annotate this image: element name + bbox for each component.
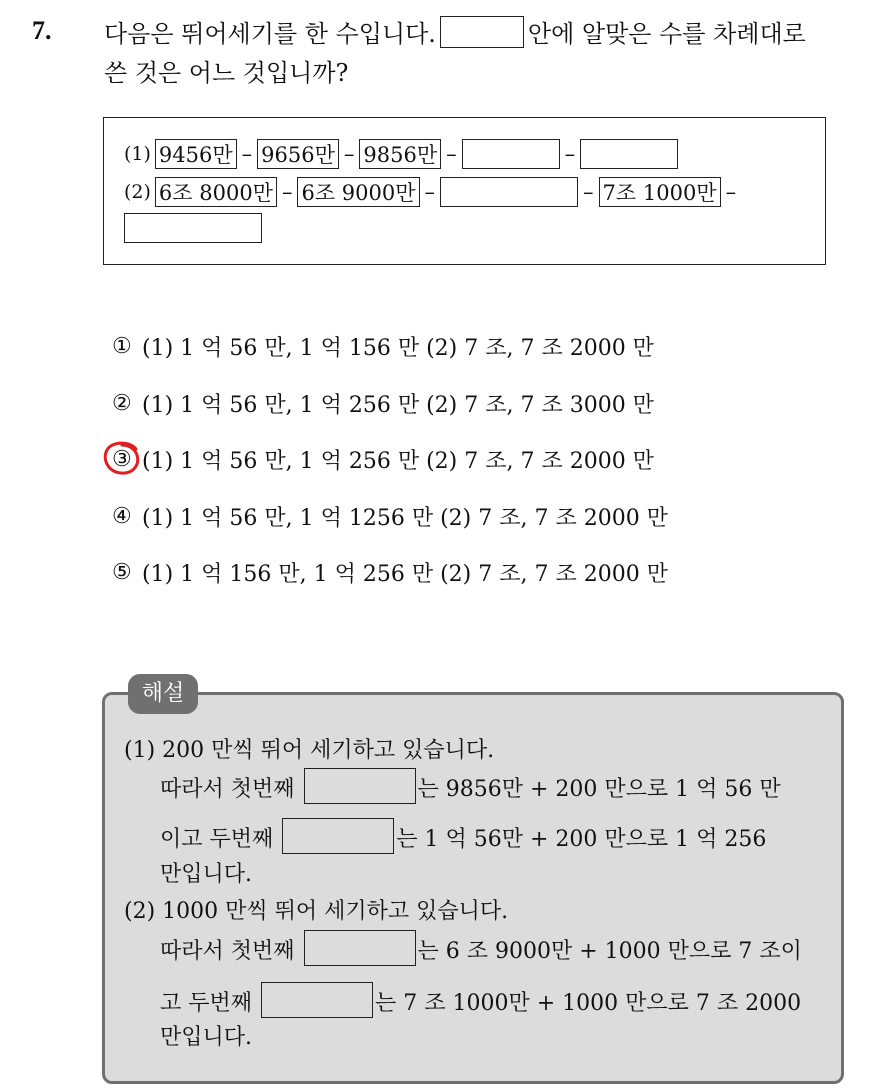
sequence-row-2 xyxy=(124,177,741,207)
choice-5[interactable] xyxy=(112,557,668,588)
question-text-line2: 쓴 것은 어느 것입니까? xyxy=(104,59,349,87)
choice-number-4: ④ xyxy=(112,504,132,529)
sequence-value: 9856만 xyxy=(359,139,441,169)
blank-box-icon xyxy=(282,818,394,854)
choice-text: (1) 1 억 56 만, 1 억 256 만 (2) 7 조, 7 조 2000 만 xyxy=(142,449,654,474)
sequence-value: 6조 9000만 xyxy=(297,177,419,207)
sequence-value: 6조 8000만 xyxy=(155,177,277,207)
explanation-line: (2) 1000 만씩 뛰어 세기하고 있습니다. xyxy=(124,899,509,924)
question-text-before-box: 다음은 뛰어세기를 한 수입니다. xyxy=(104,20,436,48)
sequence-blank xyxy=(124,213,262,243)
explanation-line: 만입니다. xyxy=(160,862,253,887)
sequence-row-1 xyxy=(124,139,678,169)
sequence-value: 9656만 xyxy=(257,139,339,169)
sequence-value: 7조 1000만 xyxy=(599,177,721,207)
sequence-dash: – xyxy=(725,180,737,204)
explanation-text: 는 1 억 56만 + 200 만으로 1 억 256 xyxy=(396,827,767,852)
sequence-blank xyxy=(440,177,578,207)
choice-text: (1) 1 억 56 만, 1 억 256 만 (2) 7 조, 7 조 3000 만 xyxy=(142,393,654,418)
row-label: (1) xyxy=(124,143,151,165)
choice-text: (1) 1 억 56 만, 1 억 156 만 (2) 7 조, 7 조 2000 만 xyxy=(142,336,654,361)
question-number: 7. xyxy=(32,16,52,45)
choice-number-2: ② xyxy=(112,391,132,416)
sequence-frame xyxy=(103,117,826,265)
explanation-text: 는 6 조 9000만 + 1000 만으로 7 조이 xyxy=(417,939,802,964)
choice-number-5: ⑤ xyxy=(112,560,132,585)
sequence-blank xyxy=(462,139,560,169)
sequence-dash: – xyxy=(424,180,436,204)
sequence-dash: – xyxy=(343,142,355,166)
blank-box-icon xyxy=(261,982,373,1018)
choice-text: (1) 1 억 56 만, 1 억 1256 만 (2) 7 조, 7 조 2000 만 xyxy=(142,506,668,531)
sequence-value: 9456만 xyxy=(155,139,237,169)
choice-1[interactable] xyxy=(112,331,654,362)
explanation-line xyxy=(160,982,801,1018)
sequence-dash: – xyxy=(583,180,594,204)
explanation-text: 고 두번째 xyxy=(160,991,253,1016)
selected-answer-circle-icon xyxy=(102,440,142,476)
sequence-dash: – xyxy=(564,142,576,166)
sequence-dash: – xyxy=(281,180,293,204)
choice-text: (1) 1 억 156 만, 1 억 256 만 (2) 7 조, 7 조 2000 만 xyxy=(142,562,668,587)
choice-3[interactable] xyxy=(112,444,654,475)
explanation-text: 따라서 첫번째 xyxy=(160,777,295,802)
explanation-line: 만입니다. xyxy=(160,1025,253,1050)
sequence-blank xyxy=(580,139,678,169)
question-text-after-box: 안에 알맞은 수를 차례대로 xyxy=(527,20,806,48)
choice-2[interactable] xyxy=(112,388,654,419)
sequence-dash: – xyxy=(241,142,253,166)
blank-box-icon xyxy=(304,930,416,966)
explanation-line xyxy=(160,768,781,804)
explanation-line xyxy=(160,930,802,966)
explanation-tag: 해설 xyxy=(128,674,198,714)
answer-blank-box-icon xyxy=(440,16,524,48)
sequence-dash: – xyxy=(446,142,457,166)
sequence-row-3 xyxy=(124,213,262,243)
explanation-line: (1) 200 만씩 뛰어 세기하고 있습니다. xyxy=(124,738,495,763)
row-label: (2) xyxy=(124,181,151,203)
question-text-line1 xyxy=(104,16,806,51)
choice-4[interactable] xyxy=(112,501,668,532)
explanation-text: 따라서 첫번째 xyxy=(160,939,295,964)
explanation-line xyxy=(160,818,766,854)
explanation-text: 이고 두번째 xyxy=(160,827,274,852)
choice-number-1: ① xyxy=(112,334,132,359)
explanation-text: 는 7 조 1000만 + 1000 만으로 7 조 2000 xyxy=(375,991,802,1016)
choice-number-3: ③ xyxy=(112,447,132,472)
blank-box-icon xyxy=(304,768,416,804)
explanation-text: 는 9856만 + 200 만으로 1 억 56 만 xyxy=(417,777,781,802)
